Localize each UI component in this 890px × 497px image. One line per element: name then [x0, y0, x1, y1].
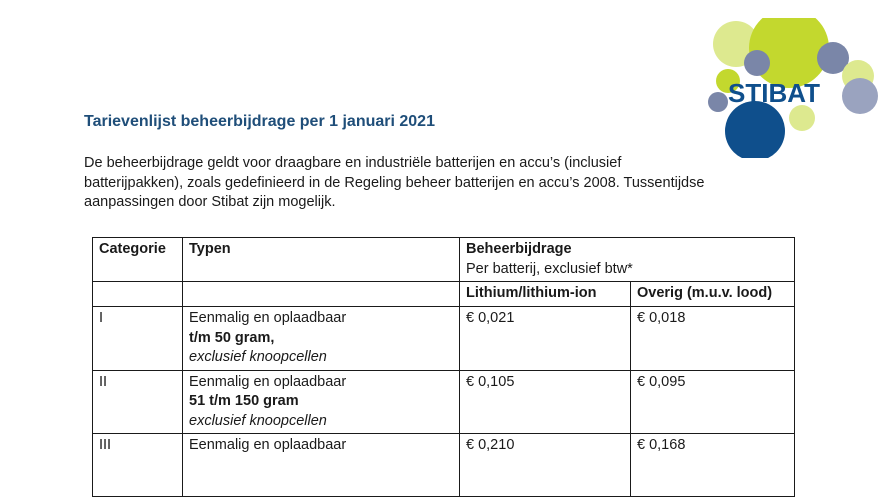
- table-row: [93, 370, 795, 434]
- table-subheader-row: [93, 282, 795, 307]
- logo-bubble: [744, 50, 770, 76]
- header-lithium: Lithium/lithium-ion: [460, 282, 631, 307]
- type-note: exclusief knoopcellen: [189, 349, 327, 365]
- type-note: exclusief knoopcellen: [189, 412, 327, 429]
- cell-overig: € 0,018: [631, 307, 795, 371]
- empty-cell: [183, 282, 460, 307]
- logo-bubble: [708, 92, 728, 112]
- intro-paragraph: [84, 154, 764, 213]
- logo-bubble: [725, 101, 785, 158]
- header-beheerbijdrage-label: Beheerbijdrage: [466, 241, 572, 257]
- header-beheerbijdrage: [460, 238, 795, 282]
- intro-line: batterijpakken), zoals gedefinieerd in de Regeling beheer batterijen en accu’s 2008. Tussentijdse: [84, 174, 705, 191]
- cell-categorie: II: [93, 370, 183, 434]
- cell-typen: [183, 307, 460, 371]
- logo-bubble: [789, 105, 815, 131]
- header-typen: Typen: [183, 238, 460, 282]
- header-categorie: Categorie: [93, 238, 183, 282]
- type-line: Eenmalig en oplaadbaar: [189, 437, 347, 453]
- table-header-row: [93, 238, 795, 282]
- cell-categorie: I: [93, 307, 183, 371]
- header-beheerbijdrage-sub: Per batterij, exclusief btw*: [466, 260, 633, 277]
- cell-overig: € 0,168: [631, 434, 795, 497]
- logo-bubble: [842, 78, 878, 114]
- type-line: Eenmalig en oplaadbaar: [189, 373, 347, 390]
- intro-line: De beheerbijdrage geldt voor draagbare en industriële batterijen en accu’s (inclusief: [84, 155, 622, 171]
- cell-lithium: € 0,021: [460, 307, 631, 371]
- cell-overig: € 0,095: [631, 370, 795, 434]
- cell-typen: [183, 434, 460, 497]
- type-weight: t/m 50 gram,: [189, 329, 275, 346]
- empty-cell: [93, 282, 183, 307]
- cell-lithium: € 0,210: [460, 434, 631, 497]
- stibat-logo: [700, 18, 880, 158]
- intro-line: aanpassingen door Stibat zijn mogelijk.: [84, 194, 336, 210]
- type-line: Eenmalig en oplaadbaar: [189, 310, 347, 326]
- type-weight: 51 t/m 150 gram: [189, 393, 299, 409]
- cell-typen: [183, 370, 460, 434]
- table-row: [93, 434, 795, 497]
- page-title: Tarievenlijst beheerbijdrage per 1 januari 2021: [84, 113, 435, 130]
- logo-text: STIBAT: [728, 78, 820, 108]
- header-overig: Overig (m.u.v. lood): [631, 282, 795, 307]
- table-row: [93, 307, 795, 371]
- cell-categorie: III: [93, 434, 183, 497]
- tariff-table: [92, 237, 795, 497]
- cell-lithium: € 0,105: [460, 370, 631, 434]
